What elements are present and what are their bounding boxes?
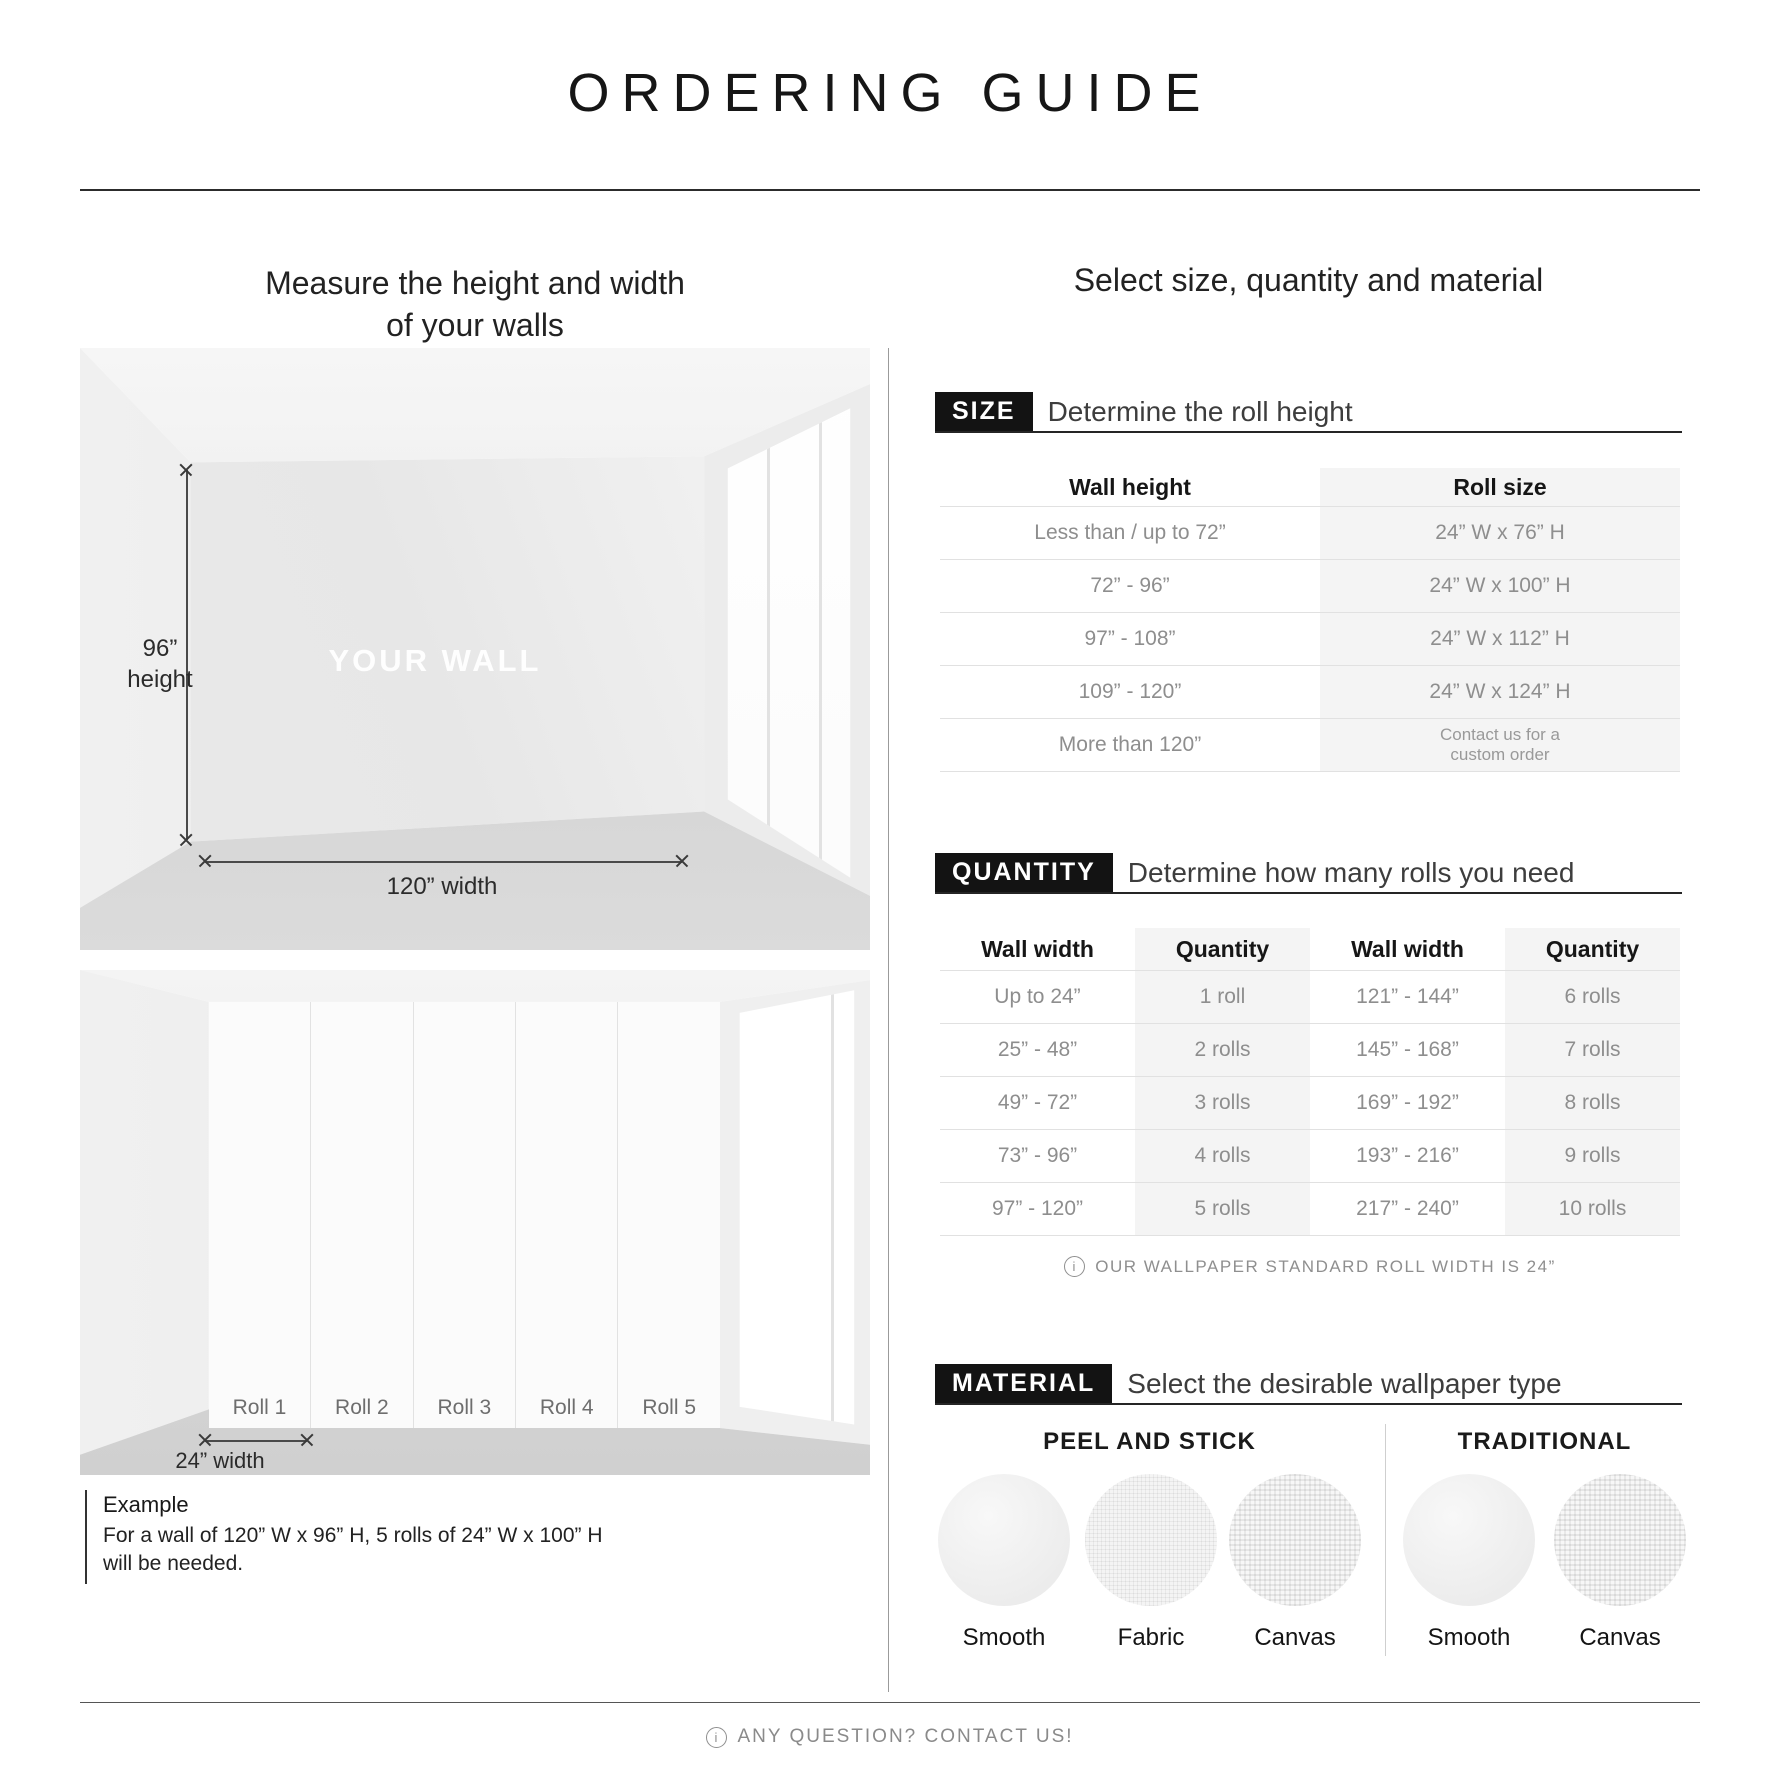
- example-title: Example: [103, 1492, 189, 1517]
- left-heading-line2: of your walls: [386, 307, 564, 343]
- swatch-canvas-texture: [1229, 1474, 1361, 1606]
- size-badge: SIZE: [935, 392, 1033, 431]
- size-table-row: 72” - 96” 24” W x 100” H: [940, 559, 1680, 612]
- roll-width-note: [940, 1256, 1680, 1277]
- material-badge: MATERIAL: [935, 1364, 1112, 1403]
- col-header-wall-width-2: Wall width: [1351, 935, 1464, 962]
- window-mullion: [767, 408, 770, 878]
- column-separator: [888, 348, 889, 1692]
- size-table-row: 97” - 108” 24” W x 112” H: [940, 612, 1680, 665]
- measure-end-mark: [178, 462, 194, 478]
- measure-end-mark: [197, 853, 213, 869]
- size-table-header-row: [940, 468, 1680, 506]
- col-header-roll-size: Roll size: [1453, 473, 1547, 500]
- footer-contact-text: ANY QUESTION? CONTACT US!: [737, 1726, 1074, 1747]
- quantity-section-header: [935, 853, 1682, 894]
- info-icon: i: [706, 1727, 727, 1748]
- quantity-table: [940, 928, 1680, 1236]
- left-heading-line1: Measure the height and width: [265, 265, 685, 301]
- roll-panel: Roll 4: [515, 1002, 617, 1428]
- material-group-peel-and-stick: PEEL AND STICK: [1043, 1428, 1256, 1455]
- col-header-quantity-1: Quantity: [1175, 935, 1270, 962]
- material-group-traditional: TRADITIONAL: [1457, 1428, 1632, 1455]
- swatch-canvas-texture: [1554, 1474, 1686, 1606]
- example-line1: For a wall of 120” W x 96” H, 5 rolls of 24” W x 100” H: [103, 1524, 603, 1547]
- col-header-wall-height: Wall height: [1069, 473, 1191, 500]
- size-table: [940, 468, 1680, 772]
- quantity-subtitle: Determine how many rolls you need: [1127, 856, 1575, 888]
- right-section-heading: Select size, quantity and material: [1073, 262, 1544, 298]
- roll-width-measure-line: [205, 1440, 307, 1442]
- wall-width-label: 120” width: [386, 873, 498, 900]
- wall-height-label: 96” height: [127, 635, 193, 693]
- swatch-label: Canvas: [1579, 1624, 1661, 1651]
- quantity-table-row: 25” - 48” 2 rolls 145” - 168” 7 rolls: [940, 1023, 1680, 1076]
- left-section-heading: [80, 262, 870, 346]
- measure-end-mark: [197, 1432, 213, 1448]
- roll-panel: Roll 5: [617, 1002, 719, 1428]
- quantity-badge: QUANTITY: [935, 853, 1113, 892]
- material-group-divider: [1385, 1424, 1386, 1656]
- width-measure-line: [205, 861, 682, 863]
- measure-end-mark: [299, 1432, 315, 1448]
- your-wall-label: YOUR WALL: [328, 643, 542, 678]
- material-subtitle: Select the desirable wallpaper type: [1127, 1367, 1562, 1399]
- footer-divider: [80, 1702, 1700, 1703]
- room-rolls-diagram: [80, 970, 870, 1475]
- col-header-wall-width-1: Wall width: [981, 935, 1094, 962]
- swatch-label: Smooth: [1427, 1624, 1511, 1651]
- measure-end-mark: [674, 853, 690, 869]
- quantity-table-row: 73” - 96” 4 rolls 193” - 216” 9 rolls: [940, 1129, 1680, 1182]
- info-icon: i: [1064, 1256, 1085, 1277]
- size-subtitle: Determine the roll height: [1047, 395, 1353, 427]
- swatch-label: Fabric: [1117, 1624, 1185, 1651]
- size-table-row: 109” - 120” 24” W x 124” H: [940, 665, 1680, 718]
- swatch-label: Canvas: [1254, 1624, 1336, 1651]
- roll-panel: Roll 2: [310, 1002, 412, 1428]
- roll-panel: Roll 3: [413, 1002, 515, 1428]
- size-table-row: Less than / up to 72” 24” W x 76” H: [940, 506, 1680, 559]
- footer-contact-note: [0, 1726, 1780, 1748]
- swatch-fabric-texture: [1085, 1474, 1217, 1606]
- swatch-smooth-texture: [1403, 1474, 1535, 1606]
- swatch-smooth-texture: [938, 1474, 1070, 1606]
- page-title: ORDERING GUIDE: [567, 63, 1213, 123]
- quantity-table-row: Up to 24” 1 roll 121” - 144” 6 rolls: [940, 970, 1680, 1023]
- size-section-header: [935, 392, 1682, 433]
- window-mullion: [831, 985, 834, 1440]
- col-header-quantity-2: Quantity: [1545, 935, 1640, 962]
- swatch-label: Smooth: [962, 1624, 1046, 1651]
- size-table-row: More than 120” Contact us for a custom order: [940, 718, 1680, 772]
- example-block: [85, 1490, 723, 1584]
- quantity-table-header-row: [940, 928, 1680, 970]
- window-mullion: [819, 396, 822, 890]
- roll-width-note-text: OUR WALLPAPER STANDARD ROLL WIDTH IS 24”: [1095, 1256, 1556, 1276]
- roll-panel: Roll 1: [209, 1002, 310, 1428]
- quantity-table-row: 97” - 120” 5 rolls 217” - 240” 10 rolls: [940, 1182, 1680, 1236]
- material-section-header: [935, 1364, 1682, 1405]
- measure-end-mark: [178, 832, 194, 848]
- example-line2: will be needed.: [103, 1552, 244, 1575]
- quantity-table-row: 49” - 72” 3 rolls 169” - 192” 8 rolls: [940, 1076, 1680, 1129]
- header-divider: [80, 189, 1700, 191]
- roll-width-label: 24” width: [175, 1448, 265, 1473]
- roll-panels: [209, 1002, 720, 1428]
- room-height-diagram: [80, 348, 870, 950]
